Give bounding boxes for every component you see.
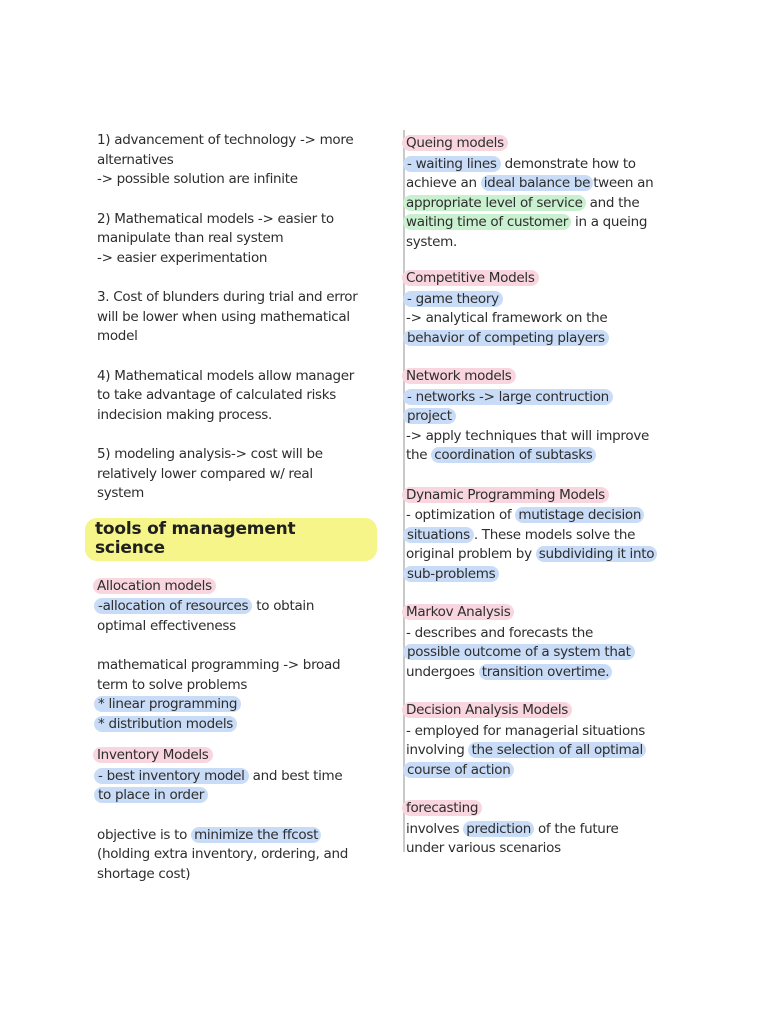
text: objective is to <box>97 826 192 843</box>
text-line: 2) Mathematical models -> easier to <box>97 210 334 227</box>
network-models <box>406 367 650 466</box>
text-line: (holding extra inventory, ordering, and <box>97 846 349 862</box>
text-line: to take advantage of calculated risks <box>97 387 337 403</box>
section-title: Decision Analysis Models <box>402 702 572 718</box>
highlight: sub-problems <box>403 566 499 582</box>
text-line: optimal effectiveness <box>97 617 236 634</box>
highlight: - waiting lines <box>403 156 501 172</box>
section-title: Allocation models <box>93 578 216 594</box>
text: - optimization of <box>406 507 516 523</box>
highlight: coordination of subtasks <box>431 447 595 463</box>
text-line: system <box>97 485 145 501</box>
highlight: subdividing it into <box>536 546 657 562</box>
inventory-objective <box>97 826 377 885</box>
text: involving <box>406 742 469 758</box>
text-line: - describes and forecasts the <box>406 624 594 641</box>
inventory-models <box>97 746 377 806</box>
dynamic-programming-models <box>406 486 655 585</box>
text-line: term to solve problems <box>97 676 248 693</box>
highlight: * linear programming <box>94 696 241 712</box>
highlight: possible outcome of a system that <box>403 644 635 660</box>
highlight: * distribution models <box>94 716 237 732</box>
section-title: forecasting <box>402 800 482 816</box>
advantage-4 <box>97 367 377 426</box>
advantage-5 <box>97 445 377 504</box>
allocation-models <box>97 577 377 637</box>
highlight: - networks -> large contruction <box>403 389 613 405</box>
text: and best time <box>248 767 343 784</box>
text-line: manipulate than real system <box>97 230 284 246</box>
text: of the future <box>533 820 619 837</box>
highlight: transition overtime. <box>479 664 613 680</box>
text-line: will be lower when using mathematical <box>97 308 350 325</box>
left-column <box>97 131 377 884</box>
section-title: Inventory Models <box>93 747 213 763</box>
mathematical-programming <box>97 656 377 734</box>
text: involves <box>406 820 464 837</box>
text-line: alternatives <box>97 151 174 168</box>
text: original problem by <box>406 546 536 562</box>
text: tween an <box>593 175 654 191</box>
highlight: the selection of all optimal <box>468 742 645 758</box>
text-line: 4) Mathematical models allow manager <box>97 367 355 384</box>
highlight: behavior of competing players <box>403 330 609 346</box>
text: and the <box>585 194 640 211</box>
text-line: mathematical programming -> broad <box>97 657 341 673</box>
text-line: model <box>97 328 138 344</box>
section-title: Network models <box>402 368 516 384</box>
section-title: Markov Analysis <box>402 604 514 620</box>
text-line: 1) advancement of technology -> more <box>97 132 354 148</box>
text: . These models solve the <box>473 526 636 543</box>
section-title: Queing models <box>402 135 508 151</box>
highlight: - best inventory model <box>94 768 249 784</box>
queing-models <box>406 134 654 252</box>
highlight: minimize the ffcost <box>191 827 321 843</box>
advantage-1 <box>97 131 377 190</box>
text: undergoes <box>406 663 479 680</box>
text-line: relatively lower compared w/ real <box>97 465 313 482</box>
highlight: appropriate level of service <box>403 195 586 211</box>
text-line: shortage cost) <box>97 865 191 882</box>
text-line: 5) modeling analysis-> cost will be <box>97 446 323 462</box>
highlight: waiting time of customer <box>403 214 571 230</box>
highlight: prediction <box>463 821 534 837</box>
section-title: Dynamic Programming Models <box>402 487 609 503</box>
forecasting <box>406 799 646 859</box>
competitive-models <box>406 269 646 348</box>
highlight: ideal balance be <box>481 175 593 191</box>
advantage-3 <box>97 288 377 347</box>
highlight: - game theory <box>403 291 503 307</box>
highlight: mutistage decision <box>515 507 644 523</box>
text-line: -> easier experimentation <box>97 249 268 266</box>
text: the <box>406 447 432 463</box>
highlight: project <box>403 408 456 424</box>
highlight: situations <box>403 527 474 543</box>
text-line: -> possible solution are infinite <box>97 171 298 187</box>
text: in a queing <box>571 214 648 230</box>
text-line: -> analytical framework on the <box>406 310 608 326</box>
right-column <box>406 134 655 859</box>
text-line: 3. Cost of blunders during trial and error <box>97 289 358 305</box>
highlight: course of action <box>403 762 514 778</box>
highlight: to place in order <box>94 787 208 803</box>
markov-analysis <box>406 603 646 682</box>
text: demonstrate how to <box>500 155 636 172</box>
text-line: system. <box>406 233 457 250</box>
advantage-2 <box>97 210 377 269</box>
text: achieve an <box>406 175 481 191</box>
text-line: indecision making process. <box>97 406 273 423</box>
highlight: -allocation of resources <box>94 598 252 614</box>
section-title: Competitive Models <box>402 270 539 286</box>
section-heading: tools of management science <box>85 518 377 561</box>
text-line: under various scenarios <box>406 840 561 856</box>
text: to obtain <box>252 598 315 614</box>
text-line: - employed for managerial situations <box>406 722 645 739</box>
decision-analysis-models <box>406 701 646 780</box>
text-line: -> apply techniques that will improve <box>406 427 650 444</box>
